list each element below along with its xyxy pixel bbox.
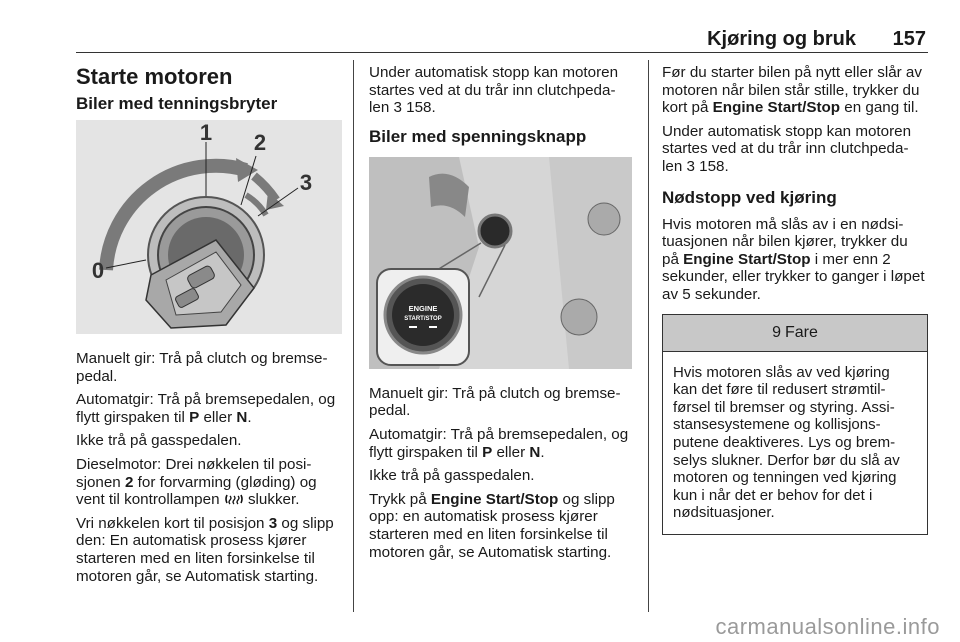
- paragraph-press-button: Trykk på Engine Start/Stop og slipp opp: en automatisk prosess kjører starteren med en liten forsinkelse til motoren går, se Automatisk starting.: [369, 490, 615, 561]
- danger-text: Hvis motoren slås av ved kjøring kan det føre til redusert strømtil-førsel til bremser og styring. Assi-stansesystemene og kollisjons-putene deaktiveres. Lys og brem-selys slukner. Derfor bør du slå av motoren og tenningen ved kjøring kun i når det er behov for det i nødsituasjoner.: [673, 363, 900, 522]
- position-label-0: 0: [91, 258, 105, 283]
- subsection-heading-emergency: Nødstopp ved kjøring: [662, 187, 837, 207]
- paragraph-emergency: Hvis motoren må slås av i en nødsi-tuasjonen når bilen kjører, trykker du på Engine Start/Stop i mer enn 2 sekunder, eller trykker to ganger i løpet av 5 sekunder.: [662, 215, 925, 303]
- ignition-switch-figure: [76, 120, 342, 334]
- paragraph-restart: Før du starter bilen på nytt eller slår av motoren når bilen står stille, trykker du kort på Engine Start/Stop en gang til.: [662, 64, 922, 117]
- paragraph-automatic: Automatgir: Trå på bremsepedalen, og flytt girspaken til P eller N.: [76, 391, 336, 426]
- column-3: [662, 64, 928, 535]
- warning-triangle-icon: 9: [772, 323, 781, 341]
- column-divider-1: [353, 60, 354, 612]
- danger-title: Fare: [785, 323, 818, 341]
- danger-box: [662, 314, 928, 535]
- button-label-startstop: START/STOP: [404, 315, 442, 322]
- paragraph-automatic-2: Automatgir: Trå på bremsepedalen, og flytt girspaken til P eller N.: [369, 425, 629, 461]
- position-label-3: 3: [299, 170, 313, 195]
- paragraph-no-gas: Ikke trå på gasspedalen.: [76, 432, 242, 450]
- column-divider-2: [648, 60, 649, 612]
- section-heading: Starte motoren: [76, 64, 233, 89]
- header-rule: [76, 52, 928, 53]
- paragraph-autostop: Under automatisk stopp kan motoren startes ved at du trår inn clutchpeda-len 3 158.: [369, 64, 619, 117]
- page-header: [76, 28, 928, 50]
- paragraph-turn-key: Vri nøkkelen kort til posisjon 3 og slipp den: En automatisk prosess kjører starteren med en liten forsinkelse til motoren går, se Automatisk starting.: [76, 514, 334, 585]
- column-2: [369, 64, 635, 567]
- danger-header: [663, 315, 927, 352]
- page-number: 157: [892, 28, 926, 50]
- column-1: [76, 64, 342, 591]
- glow-plug-icon: [224, 493, 244, 505]
- chapter-title: Kjøring og bruk: [707, 28, 856, 50]
- subsection-heading-button: Biler med spenningsknapp: [369, 126, 587, 146]
- position-label-2: 2: [253, 130, 267, 155]
- start-stop-button-figure: [369, 157, 632, 369]
- paragraph-autostop-2: Under automatisk stopp kan motoren startes ved at du trår inn clutchpeda-len 3 158.: [662, 122, 912, 175]
- paragraph-manual: Manuelt gir: Trå på clutch og bremse-pedal.: [76, 350, 328, 385]
- paragraph-no-gas-2: Ikke trå på gasspedalen.: [369, 467, 535, 485]
- watermark: carmanualsonline.info: [715, 614, 940, 639]
- paragraph-manual-2: Manuelt gir: Trå på clutch og bremse-pedal.: [369, 384, 621, 420]
- subsection-heading-ignition: Biler med tenningsbryter: [76, 94, 278, 113]
- position-label-1: 1: [199, 120, 213, 145]
- paragraph-diesel: Dieselmotor: Drei nøkkelen til posi-sjonen 2 for forvarming (gløding) og vent til kontrollampen slukker.: [76, 455, 317, 509]
- button-label-engine: ENGINE: [408, 303, 438, 313]
